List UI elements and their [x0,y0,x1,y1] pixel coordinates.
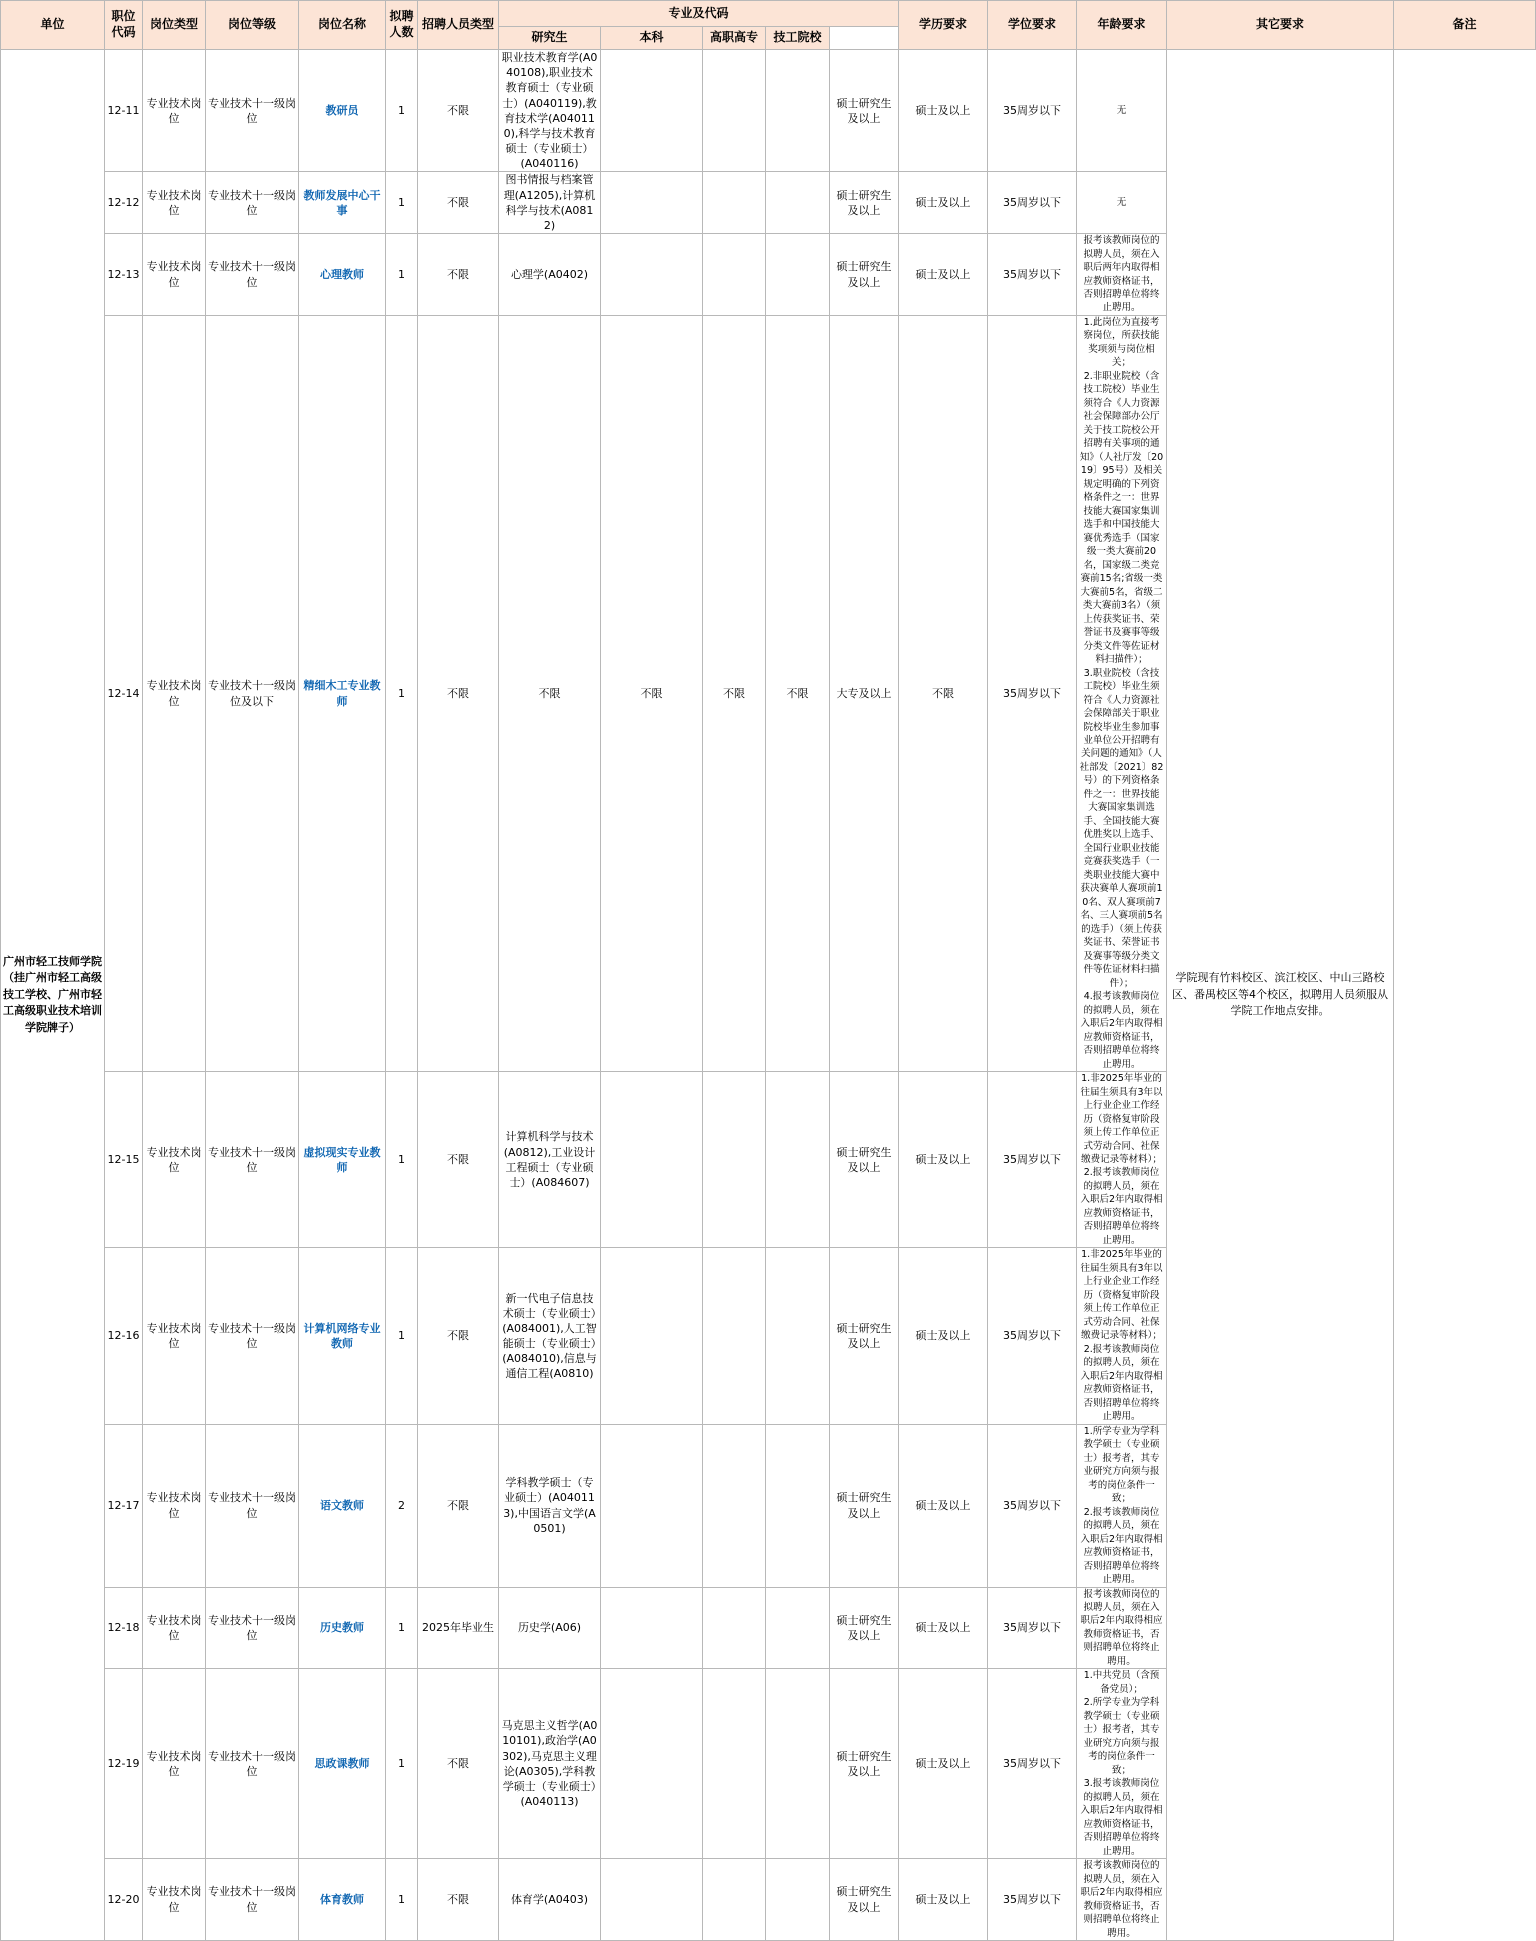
header-education: 学历要求 [899,1,988,50]
graduate-major-cell: 心理学(A0402) [499,234,601,316]
age-cell: 35周岁以下 [988,315,1077,1071]
education-cell: 硕士研究生及以上 [830,172,899,234]
technical-school-major-cell [766,1669,830,1859]
degree-cell: 硕士及以上 [899,1859,988,1941]
header-other: 其它要求 [1167,1,1394,50]
code-cell: 12-11 [105,50,143,172]
graduate-major-cell: 新一代电子信息技术硕士（专业硕士）(A084001),人工智能硕士（专业硕士）(A084010),信息与通信工程(A0810) [499,1248,601,1424]
age-cell: 35周岁以下 [988,50,1077,172]
header-note: 备注 [1394,1,1536,50]
other-requirements-cell: 报考该教师岗位的拟聘人员，须在入职后2年内取得相应教师资格证书，否则招聘单位将终止聘用。 [1077,1859,1167,1941]
education-cell: 硕士研究生及以上 [830,1424,899,1587]
post-type-cell: 专业技术岗位 [143,1587,206,1669]
post-name-cell: 体育教师 [299,1859,386,1941]
bachelor-major-cell: 不限 [601,315,703,1071]
code-cell: 12-14 [105,315,143,1071]
education-cell: 硕士研究生及以上 [830,1859,899,1941]
post-level-cell: 专业技术十一级岗位 [206,1669,299,1859]
post-name-cell: 计算机网络专业教师 [299,1248,386,1424]
recruit-type-cell: 不限 [418,1859,499,1941]
post-type-cell: 专业技术岗位 [143,234,206,316]
education-cell: 硕士研究生及以上 [830,234,899,316]
age-cell: 35周岁以下 [988,1248,1077,1424]
other-requirements-cell: 1.中共党员（含预备党员）； 2.所学专业为学科教学硕士（专业硕士）报考者，其专业研究方向须与报考的岗位条件一致； 3.报考该教师岗位的拟聘人员，须在入职后2年内取得相应教师资格证书，否则招聘单位将终止聘用。 [1077,1669,1167,1859]
count-cell: 1 [386,1587,418,1669]
education-cell: 硕士研究生及以上 [830,1669,899,1859]
degree-cell: 硕士及以上 [899,172,988,234]
age-cell: 35周岁以下 [988,1859,1077,1941]
technical-school-major-cell [766,1072,830,1248]
code-cell: 12-15 [105,1072,143,1248]
age-cell: 35周岁以下 [988,1587,1077,1669]
other-requirements-cell: 报考该教师岗位的拟聘人员，须在入职后两年内取得相应教师资格证书，否则招聘单位将终止聘用。 [1077,234,1167,316]
post-type-cell: 专业技术岗位 [143,1859,206,1941]
post-level-cell: 专业技术十一级岗位 [206,1248,299,1424]
table-row [1,50,1536,172]
post-type-cell: 专业技术岗位 [143,172,206,234]
degree-cell: 硕士及以上 [899,1072,988,1248]
code-cell: 12-18 [105,1587,143,1669]
technical-school-major-cell [766,172,830,234]
code-cell: 12-12 [105,172,143,234]
header-major-group: 专业及代码 [499,1,899,27]
degree-cell: 硕士及以上 [899,1587,988,1669]
post-level-cell: 专业技术十一级岗位 [206,172,299,234]
vocational-major-cell [703,1424,766,1587]
technical-school-major-cell [766,50,830,172]
header-age: 年龄要求 [1077,1,1167,50]
other-requirements-cell: 1.所学专业为学科教学硕士（专业硕士）报考者，其专业研究方向须与报考的岗位条件一致； 2.报考该教师岗位的拟聘人员，须在入职后2年内取得相应教师资格证书，否则招聘单位将终止聘用。 [1077,1424,1167,1587]
bachelor-major-cell [601,50,703,172]
post-level-cell: 专业技术十一级岗位 [206,1072,299,1248]
table-body [1,50,1536,1941]
recruit-type-cell: 不限 [418,1669,499,1859]
bachelor-major-cell [601,234,703,316]
other-requirements-cell: 1.此岗位为直接考察岗位，所获技能奖项须与岗位相关； 2.非职业院校（含技工院校）毕业生须符合《人力资源社会保障部办公厅关于技工院校公开招聘有关事项的通知》（人社厅发〔2019〕95号）及相关规定明确的下列资格条件之一：世界技能大赛国家集训选手和中国技能大赛优秀选手（国家级一类大赛前20名，国家级二类竞赛前15名;省级一类大赛前5名，省级二类大赛前3名）（须上传获奖证书、荣誉证书及赛事等级分类文件等佐证材料扫描件）； 3.职业院校（含技工院校）毕业生须符合《人力资源社会保障部关于职业院校毕业生参加事业单位公开招聘有关问题的通知》（人社部发〔2021〕82号）的下列资格条件之一：世界技能大赛国家集训选手、全国技能大赛优胜奖以上选手、全国行业职业技能竞赛获奖选手（一类职业技能大赛中获决赛单人赛项前10名、双人赛项前7名、三人赛项前5名的选手）（须上传获奖证书、荣誉证书及赛事等级分类文件等佐证材料扫描件）； 4.报考该教师岗位的拟聘人员，须在入职后2年内取得相应教师资格证书，否则招聘单位将终止聘用。 [1077,315,1167,1071]
vocational-major-cell [703,234,766,316]
count-cell: 1 [386,172,418,234]
post-type-cell: 专业技术岗位 [143,1669,206,1859]
header-count: 拟聘人数 [386,1,418,50]
education-cell: 大专及以上 [830,315,899,1071]
post-name-cell: 教师发展中心干事 [299,172,386,234]
post-level-cell: 专业技术十一级岗位 [206,1859,299,1941]
recruit-type-cell: 不限 [418,50,499,172]
degree-cell: 不限 [899,315,988,1071]
graduate-major-cell: 不限 [499,315,601,1071]
post-name-cell: 历史教师 [299,1587,386,1669]
education-cell: 硕士研究生及以上 [830,1072,899,1248]
recruit-type-cell: 不限 [418,1072,499,1248]
degree-cell: 硕士及以上 [899,1669,988,1859]
other-requirements-cell: 1.非2025年毕业的往届生须具有3年以上行业企业工作经历（资格复审阶段须上传工作单位正式劳动合同、社保缴费记录等材料）； 2.报考该教师岗位的拟聘人员，须在入职后2年内取得相应教师资格证书，否则招聘单位将终止聘用。 [1077,1072,1167,1248]
degree-cell: 硕士及以上 [899,1248,988,1424]
bachelor-major-cell [601,1669,703,1859]
post-type-cell: 专业技术岗位 [143,315,206,1071]
count-cell: 1 [386,1248,418,1424]
header-graduate: 研究生 [499,27,601,50]
vocational-major-cell: 不限 [703,315,766,1071]
graduate-major-cell: 马克思主义哲学(A010101),政治学(A0302),马克思主义理论(A0305),学科教学硕士（专业硕士）(A040113) [499,1669,601,1859]
other-requirements-cell: 报考该教师岗位的拟聘人员，须在入职后2年内取得相应教师资格证书，否则招聘单位将终止聘用。 [1077,1587,1167,1669]
bachelor-major-cell [601,1248,703,1424]
technical-school-major-cell [766,1248,830,1424]
note-cell: 学院现有竹料校区、滨江校区、中山三路校区、番禺校区等4个校区，拟聘用人员须服从学院工作地点安排。 [1167,50,1394,1941]
post-name-cell: 虚拟现实专业教师 [299,1072,386,1248]
other-requirements-cell: 无 [1077,50,1167,172]
recruit-type-cell: 不限 [418,234,499,316]
count-cell: 2 [386,1424,418,1587]
graduate-major-cell: 体育学(A0403) [499,1859,601,1941]
post-name-cell: 精细木工专业教师 [299,315,386,1071]
recruit-type-cell: 不限 [418,1424,499,1587]
degree-cell: 硕士及以上 [899,50,988,172]
recruit-type-cell: 不限 [418,1248,499,1424]
graduate-major-cell: 历史学(A06) [499,1587,601,1669]
header-post-name: 岗位名称 [299,1,386,50]
header-code: 职位代码 [105,1,143,50]
header-technical-school: 技工院校 [766,27,830,50]
code-cell: 12-13 [105,234,143,316]
post-level-cell: 专业技术十一级岗位及以下 [206,315,299,1071]
post-level-cell: 专业技术十一级岗位 [206,50,299,172]
age-cell: 35周岁以下 [988,1424,1077,1587]
vocational-major-cell [703,1859,766,1941]
header-post-level: 岗位等级 [206,1,299,50]
age-cell: 35周岁以下 [988,172,1077,234]
header-bachelor: 本科 [601,27,703,50]
technical-school-major-cell [766,1587,830,1669]
post-level-cell: 专业技术十一级岗位 [206,1424,299,1587]
vocational-major-cell [703,1248,766,1424]
post-level-cell: 专业技术十一级岗位 [206,234,299,316]
vocational-major-cell [703,1669,766,1859]
count-cell: 1 [386,315,418,1071]
code-cell: 12-17 [105,1424,143,1587]
header-degree: 学位要求 [988,1,1077,50]
count-cell: 1 [386,234,418,316]
table-header [1,1,1536,50]
graduate-major-cell: 计算机科学与技术(A0812),工业设计工程硕士（专业硕士）(A084607) [499,1072,601,1248]
vocational-major-cell [703,50,766,172]
graduate-major-cell: 学科教学硕士（专业硕士）(A040113),中国语言文学(A0501) [499,1424,601,1587]
vocational-major-cell [703,1587,766,1669]
post-name-cell: 思政课教师 [299,1669,386,1859]
technical-school-major-cell [766,234,830,316]
post-type-cell: 专业技术岗位 [143,1072,206,1248]
post-type-cell: 专业技术岗位 [143,1424,206,1587]
technical-school-major-cell: 不限 [766,315,830,1071]
technical-school-major-cell [766,1424,830,1587]
degree-cell: 硕士及以上 [899,1424,988,1587]
graduate-major-cell: 图书情报与档案管理(A1205),计算机科学与技术(A0812) [499,172,601,234]
code-cell: 12-16 [105,1248,143,1424]
bachelor-major-cell [601,1587,703,1669]
bachelor-major-cell [601,1424,703,1587]
post-level-cell: 专业技术十一级岗位 [206,1587,299,1669]
age-cell: 35周岁以下 [988,1072,1077,1248]
recruit-type-cell: 不限 [418,172,499,234]
bachelor-major-cell [601,172,703,234]
bachelor-major-cell [601,1072,703,1248]
graduate-major-cell: 职业技术教育学(A040108),职业技术教育硕士（专业硕士）(A040119),教育技术学(A040110),科学与技术教育硕士（专业硕士）(A040116) [499,50,601,172]
technical-school-major-cell [766,1859,830,1941]
post-type-cell: 专业技术岗位 [143,1248,206,1424]
header-vocational: 高职高专 [703,27,766,50]
post-name-cell: 心理教师 [299,234,386,316]
post-type-cell: 专业技术岗位 [143,50,206,172]
other-requirements-cell: 无 [1077,172,1167,234]
count-cell: 1 [386,50,418,172]
post-name-cell: 教研员 [299,50,386,172]
unit-name-cell: 广州市轻工技师学院（挂广州市轻工高级技工学校、广州市轻工高级职业技术培训学院牌子） [1,50,105,1941]
age-cell: 35周岁以下 [988,234,1077,316]
degree-cell: 硕士及以上 [899,234,988,316]
education-cell: 硕士研究生及以上 [830,50,899,172]
header-unit: 单位 [1,1,105,50]
count-cell: 1 [386,1859,418,1941]
count-cell: 1 [386,1072,418,1248]
vocational-major-cell [703,172,766,234]
other-requirements-cell: 1.非2025年毕业的往届生须具有3年以上行业企业工作经历（资格复审阶段须上传工作单位正式劳动合同、社保缴费记录等材料）； 2.报考该教师岗位的拟聘人员，须在入职后2年内取得相应教师资格证书，否则招聘单位将终止聘用。 [1077,1248,1167,1424]
vocational-major-cell [703,1072,766,1248]
post-name-cell: 语文教师 [299,1424,386,1587]
code-cell: 12-19 [105,1669,143,1859]
education-cell: 硕士研究生及以上 [830,1587,899,1669]
bachelor-major-cell [601,1859,703,1941]
header-recruit-type: 招聘人员类型 [418,1,499,50]
recruit-type-cell: 2025年毕业生 [418,1587,499,1669]
recruit-type-cell: 不限 [418,315,499,1071]
education-cell: 硕士研究生及以上 [830,1248,899,1424]
header-post-type: 岗位类型 [143,1,206,50]
code-cell: 12-20 [105,1859,143,1941]
count-cell: 1 [386,1669,418,1859]
age-cell: 35周岁以下 [988,1669,1077,1859]
